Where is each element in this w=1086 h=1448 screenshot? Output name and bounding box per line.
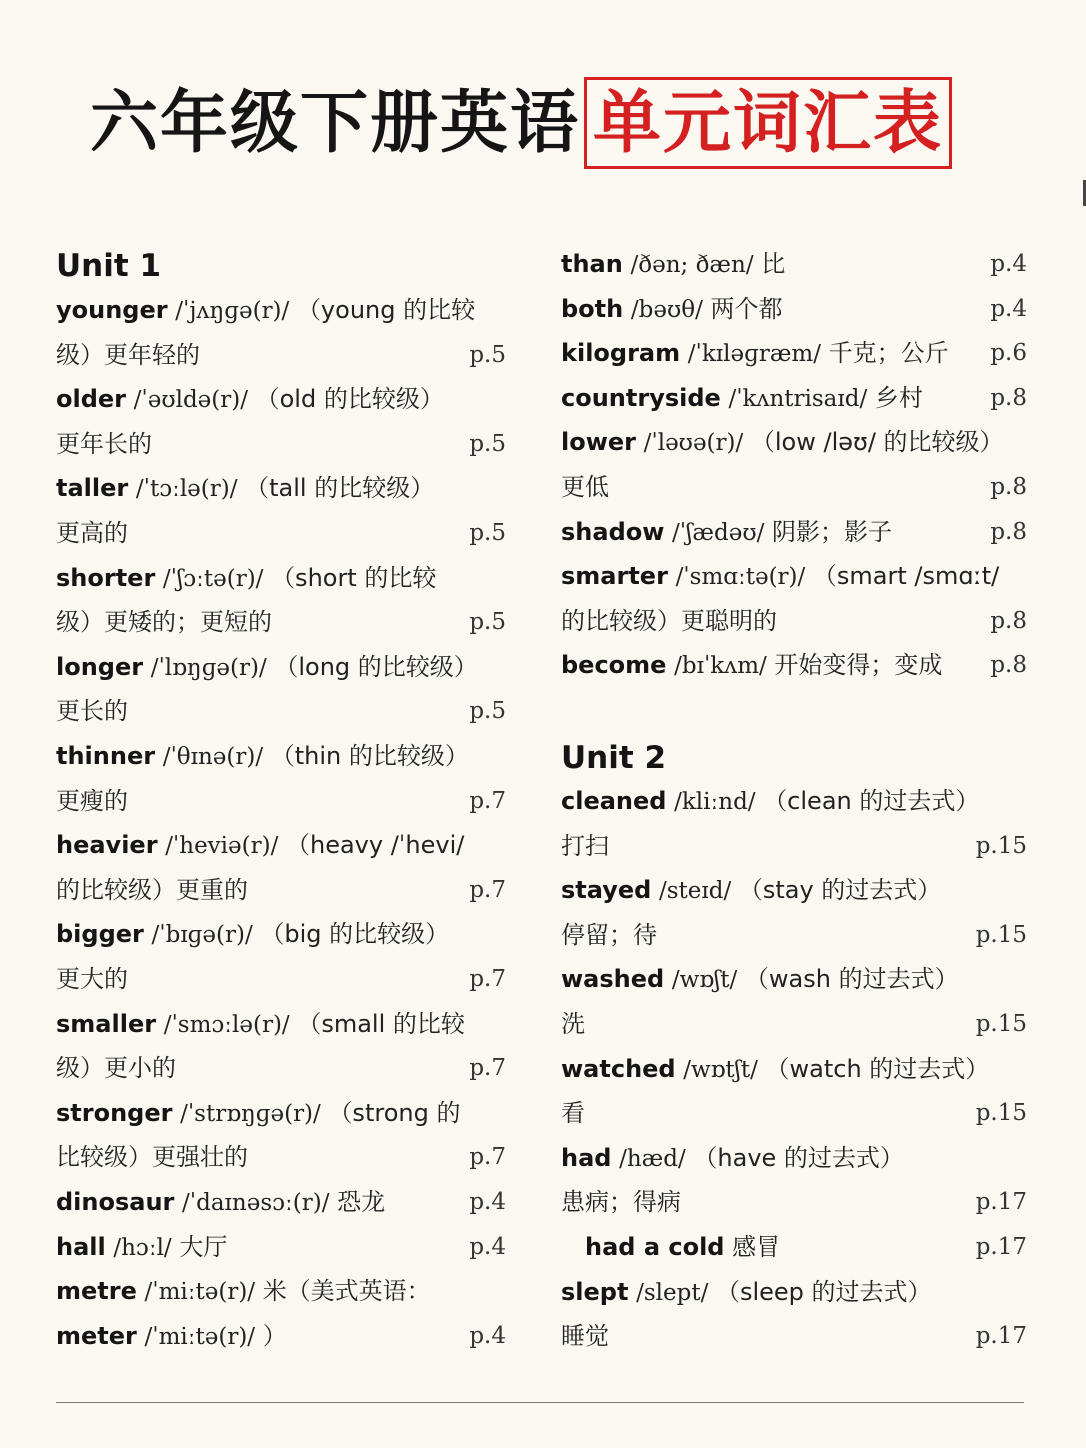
vocab-meaning: （short 的比较	[271, 563, 437, 592]
page-reference: p.7	[469, 876, 506, 903]
page-reference: p.4	[469, 1322, 506, 1349]
vocab-meaning: 乡村	[874, 383, 923, 412]
vocab-meaning: ）	[262, 1321, 287, 1350]
vocab-line	[561, 1091, 1027, 1135]
vocab-line	[56, 1002, 506, 1046]
vocab-meaning: 更低	[561, 473, 609, 501]
vocab-meaning: （long 的比较级）	[274, 652, 478, 681]
vocab-phonetic: /wɒʃt/	[671, 967, 738, 994]
vocab-meaning: （old 的比较级）	[255, 385, 444, 414]
vocab-phonetic: /steɪd/	[658, 878, 732, 905]
vocab-word: slept	[561, 1277, 629, 1306]
vocab-phonetic: /ˈkɪləɡræm/	[687, 341, 821, 368]
vocab-phonetic: /ˈheviə(r)/	[165, 833, 279, 860]
vocab-meaning: 更高的	[56, 519, 128, 547]
vocab-phonetic: /slept/	[636, 1279, 709, 1306]
page-reference: p.7	[469, 966, 506, 992]
page-reference: p.15	[975, 1100, 1027, 1127]
vocab-meaning: 更瘦的	[56, 786, 128, 815]
vocab-meaning: 米（美式英语：	[262, 1277, 431, 1306]
vocab-line	[561, 599, 1027, 643]
vocab-meaning: 比较级）更强壮的	[56, 1143, 248, 1172]
title-main: 六年级下册英语	[90, 83, 581, 163]
vocab-line	[56, 377, 506, 421]
vocab-line	[561, 779, 1027, 823]
vocab-word: stayed	[561, 876, 652, 905]
vocab-phonetic: /bəʊθ/	[630, 296, 703, 323]
vocab-meaning: 打扫	[561, 831, 609, 860]
vocab-word: cleaned	[561, 787, 667, 815]
vocab-word: had a cold	[585, 1233, 725, 1261]
page-reference: p.4	[469, 1233, 506, 1260]
page-reference: p.17	[975, 1189, 1027, 1216]
vocab-meaning: （big 的比较级）	[260, 920, 450, 949]
page-reference: p.7	[469, 1055, 506, 1082]
vocab-word: shorter	[56, 563, 156, 592]
vocab-line	[561, 331, 1027, 375]
vocab-line	[561, 510, 1027, 554]
vocab-word: thinner	[56, 742, 156, 770]
vocab-meaning: （thin 的比较级）	[270, 742, 469, 770]
vocab-meaning: 睡觉	[561, 1322, 609, 1351]
vocab-phonetic: /ˈmiːtə(r)/	[144, 1323, 256, 1350]
vocab-line	[561, 957, 1027, 1001]
page-reference: p.4	[469, 1189, 506, 1215]
vocab-line	[56, 600, 506, 644]
unit-1-heading: Unit 1	[56, 248, 162, 284]
page-reference: p.5	[469, 609, 506, 636]
vocab-meaning: （watch 的过去式）	[765, 1054, 990, 1083]
page-reference: p.5	[469, 430, 506, 457]
vocab-word: heavier	[56, 831, 158, 860]
vocab-word: watched	[561, 1054, 676, 1083]
vocab-line	[56, 511, 506, 555]
vocab-phonetic: /ˈkʌntrisaɪd/	[728, 385, 868, 412]
vocab-word: become	[561, 651, 667, 680]
vocab-line	[561, 824, 1027, 868]
vocab-line	[561, 242, 1027, 286]
page-reference: p.17	[975, 1234, 1027, 1260]
vocab-line	[561, 643, 1027, 687]
vocab-meaning: 感冒	[732, 1233, 781, 1261]
vocab-phonetic: /ˈθɪnə(r)/	[162, 744, 264, 770]
vocab-word: meter	[56, 1321, 137, 1350]
vocab-line	[561, 1314, 1027, 1358]
page-reference: p.15	[975, 921, 1027, 948]
vocab-line	[56, 1091, 506, 1135]
page-reference: p.5	[469, 341, 506, 368]
vocab-phonetic: /ˈsmɔːlə(r)/	[163, 1011, 290, 1038]
vocab-phonetic: /ˈʃɔːtə(r)/	[162, 565, 264, 592]
vocab-meaning: 级）更小的	[56, 1054, 176, 1083]
vocab-meaning: 开始变得；变成	[774, 651, 943, 680]
bottom-divider	[56, 1402, 1024, 1403]
vocab-meaning: 更年长的	[56, 429, 152, 458]
unit-2-heading: Unit 2	[561, 740, 667, 776]
vocab-line	[561, 376, 1027, 420]
page-reference: p.7	[469, 1144, 506, 1171]
vocab-line	[56, 734, 506, 778]
page-reference: p.8	[990, 607, 1027, 634]
vocab-phonetic: /ˈlɒŋɡə(r)/	[150, 654, 267, 681]
vocab-meaning: 级）更矮的；更短的	[56, 608, 272, 637]
page-reference: p.8	[990, 652, 1027, 679]
vocab-word: younger	[56, 296, 168, 324]
vocab-line	[56, 1135, 506, 1179]
vocab-word: metre	[56, 1277, 137, 1306]
vocab-phonetic: /kliːnd/	[674, 789, 756, 815]
page-reference: p.8	[990, 518, 1027, 545]
vocab-line	[56, 868, 506, 912]
vocab-line	[56, 333, 506, 377]
vocab-word: countryside	[561, 383, 721, 412]
vocab-line	[56, 1225, 506, 1269]
page-reference: p.15	[975, 1011, 1027, 1037]
vocab-phonetic: /bɪˈkʌm/	[674, 653, 767, 680]
vocab-line	[56, 1046, 506, 1090]
page-reference: p.5	[469, 520, 506, 546]
vocab-word: longer	[56, 652, 144, 681]
vocab-meaning: 级）更年轻的	[56, 340, 200, 369]
vocab-phonetic: /ˈdaɪnəsɔː(r)/	[182, 1190, 330, 1216]
vocab-phonetic: /ˈtɔːlə(r)/	[135, 476, 238, 503]
vocab-meaning: （wash 的过去式）	[744, 965, 959, 994]
vocab-line	[56, 288, 506, 332]
vocab-line	[561, 868, 1027, 912]
vocab-word: both	[561, 294, 624, 323]
page-title	[90, 78, 952, 168]
vocab-line	[56, 957, 506, 1001]
vocab-phonetic: /ˈʃædəʊ/	[672, 519, 765, 546]
vocab-meaning: 的比较级）更重的	[56, 875, 248, 904]
page-reference: p.7	[469, 787, 506, 814]
vocab-meaning: 患病；得病	[561, 1188, 681, 1217]
page-reference: p.4	[990, 251, 1027, 277]
vocab-line	[56, 1269, 506, 1313]
vocab-meaning: 更大的	[56, 965, 128, 993]
vocab-line	[56, 422, 506, 466]
vocab-meaning: （heavy /ˈhevi/	[285, 831, 465, 860]
vocab-meaning: 更长的	[56, 697, 128, 726]
vocab-line	[56, 466, 506, 510]
vocab-line	[56, 1314, 506, 1358]
vocab-meaning: （strong 的	[328, 1098, 461, 1127]
vocab-line	[56, 645, 506, 689]
vocab-meaning: 恐龙	[337, 1188, 386, 1216]
vocab-line	[561, 913, 1027, 957]
vocab-line	[56, 689, 506, 733]
vocab-meaning: 看	[561, 1099, 585, 1128]
page-reference: p.15	[975, 832, 1027, 859]
vocab-word: dinosaur	[56, 1188, 175, 1216]
vocab-line	[561, 1180, 1027, 1224]
vocab-meaning: 千克；公斤	[828, 339, 949, 368]
vocab-meaning: 两个都	[710, 294, 783, 323]
vocab-line	[561, 1225, 1027, 1269]
vocab-line	[561, 420, 1027, 464]
vocab-meaning: （small 的比较	[297, 1009, 465, 1038]
page-reference: p.6	[990, 340, 1027, 367]
vocab-phonetic: /ˈmiːtə(r)/	[144, 1279, 256, 1306]
vocab-line	[56, 823, 506, 867]
vocab-line	[56, 779, 506, 823]
vocab-word: lower	[561, 428, 636, 457]
vocab-word: than	[561, 250, 623, 278]
vocab-meaning: 的比较级）更聪明的	[561, 606, 777, 635]
vocab-phonetic: /ðən; ðæn/	[630, 252, 754, 278]
vocab-line	[561, 1136, 1027, 1180]
page-reference: p.8	[990, 474, 1027, 500]
vocab-meaning: 停留；待	[561, 920, 657, 949]
vocab-phonetic: /ˈləʊə(r)/	[643, 430, 744, 457]
vocab-meaning: （sleep 的过去式）	[715, 1277, 932, 1306]
vocab-meaning: （stay 的过去式）	[738, 876, 942, 905]
vocab-line	[561, 1270, 1027, 1314]
page-reference: p.8	[990, 384, 1027, 411]
vocab-phonetic: /ˈsmɑːtə(r)/	[675, 564, 806, 591]
vocab-phonetic: /ˈəʊldə(r)/	[133, 387, 248, 414]
vocab-line	[561, 287, 1027, 331]
vocab-word: shadow	[561, 517, 665, 546]
vocab-word: stronger	[56, 1098, 173, 1127]
vocab-word: kilogram	[561, 339, 681, 368]
vocab-meaning: 阴影；影子	[771, 517, 892, 546]
page-reference: p.4	[990, 295, 1027, 322]
vocab-phonetic: /hæd/	[619, 1145, 686, 1172]
vocab-word: smarter	[561, 562, 668, 591]
vocab-phonetic: /ˈbɪɡə(r)/	[151, 922, 253, 949]
vocab-line	[561, 1002, 1027, 1046]
vocab-meaning: （have 的过去式）	[693, 1143, 904, 1172]
title-highlight-box: 单元词汇表	[584, 77, 952, 169]
vocab-meaning: （clean 的过去式）	[763, 787, 980, 815]
vocab-meaning: （tall 的比较级）	[245, 474, 435, 503]
vocab-word: smaller	[56, 1009, 157, 1038]
vocab-meaning: 洗	[561, 1010, 585, 1038]
vocab-word: older	[56, 385, 127, 414]
vocab-line	[56, 912, 506, 956]
vocab-meaning: （smart /smɑːt/	[812, 562, 1000, 591]
vocab-line	[56, 1180, 506, 1224]
vocab-meaning: 大厅	[179, 1232, 228, 1261]
vocab-meaning: 比	[761, 250, 786, 278]
vocab-phonetic: /wɒtʃt/	[683, 1056, 758, 1083]
vocab-meaning: （low /ləʊ/ 的比较级）	[750, 428, 1004, 457]
vocab-phonetic: /ˈjʌŋɡə(r)/	[175, 298, 290, 324]
vocab-meaning: （young 的比较	[296, 296, 476, 324]
vocab-word: had	[561, 1143, 612, 1172]
vocab-word: washed	[561, 965, 665, 994]
vocab-phonetic: /hɔːl/	[113, 1234, 172, 1261]
vocab-word: taller	[56, 474, 129, 503]
page-reference: p.17	[975, 1323, 1027, 1350]
page-reference: p.5	[469, 698, 506, 725]
vocab-line	[561, 554, 1027, 598]
vocab-line	[561, 1047, 1027, 1091]
vocab-word: hall	[56, 1232, 106, 1261]
vocab-phonetic: /ˈstrɒŋɡə(r)/	[180, 1100, 321, 1127]
vocab-word: bigger	[56, 920, 144, 949]
vocab-line	[561, 465, 1027, 509]
vocab-line	[56, 556, 506, 600]
